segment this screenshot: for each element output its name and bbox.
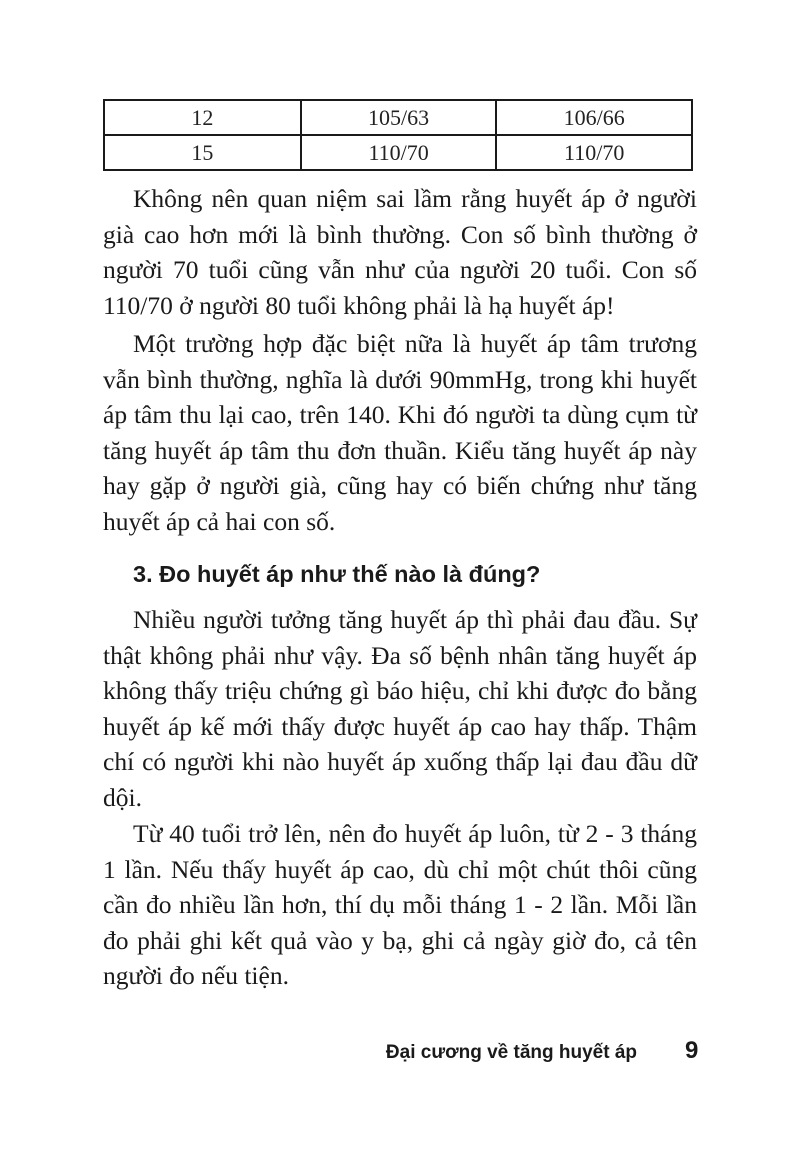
- table-row: [104, 100, 692, 135]
- table-cell-value: 110/70: [496, 135, 692, 170]
- section-heading: 3. Đo huyết áp như thế nào là đúng?: [133, 561, 541, 587]
- page-number: 9: [685, 1037, 699, 1064]
- paragraph-text: Từ 40 tuổi trở lên, nên đo huyết áp luôn, từ 2 - 3 tháng 1 lần. Nếu thấy huyết áp cao, dù chỉ một chút thôi cũng cần đo nhiều lần hơn, thí dụ mỗi tháng 1 - 2 lần. Mỗi lần đo phải ghi kết quả vào y bạ, ghi cả ngày giờ đo, cả tên người đo nếu tiện.: [103, 819, 697, 991]
- blood-pressure-table: [103, 99, 693, 171]
- paragraph-misconception: [103, 181, 697, 323]
- paragraph-text: Một trường hợp đặc biệt nữa là huyết áp tâm trương vẫn bình thường, nghĩa là dưới 90mmHg, trong khi huyết áp tâm thu lại cao, trên 140. Khi đó người ta dùng cụm từ tăng huyết áp tâm thu đơn thuần. Kiểu tăng huyết áp này hay gặp ở người già, cũng hay có biến chứng như tăng huyết áp cả hai con số.: [103, 329, 697, 536]
- paragraph-text: Nhiều người tưởng tăng huyết áp thì phải đau đầu. Sự thật không phải như vậy. Đa số bệnh nhân tăng huyết áp không thấy triệu chứng gì báo hiệu, chỉ khi được đo bằng huyết áp kế mới thấy được huyết áp cao hay thấp. Thậm chí có người khi nào huyết áp xuống thấp lại đau đầu dữ dội.: [103, 605, 697, 812]
- table-cell-age: 15: [104, 135, 301, 170]
- table-row: [104, 135, 692, 170]
- paragraph-measurement-frequency: [103, 816, 697, 994]
- paragraph-symptoms: [103, 602, 697, 816]
- table-cell-value: 110/70: [301, 135, 497, 170]
- paragraph-isolated-systolic: [103, 326, 697, 540]
- paragraph-text: Không nên quan niệm sai lầm rằng huyết áp ở người già cao hơn mới là bình thường. Con số bình thường ở người 70 tuổi cũng vẫn như của người 20 tuổi. Con số 110/70 ở người 80 tuổi không phải là hạ huyết áp!: [103, 184, 697, 320]
- table-cell-age: 12: [104, 100, 301, 135]
- table-cell-value: 105/63: [301, 100, 497, 135]
- table-cell-value: 106/66: [496, 100, 692, 135]
- running-footer-title: Đại cương về tăng huyết áp: [385, 1042, 637, 1063]
